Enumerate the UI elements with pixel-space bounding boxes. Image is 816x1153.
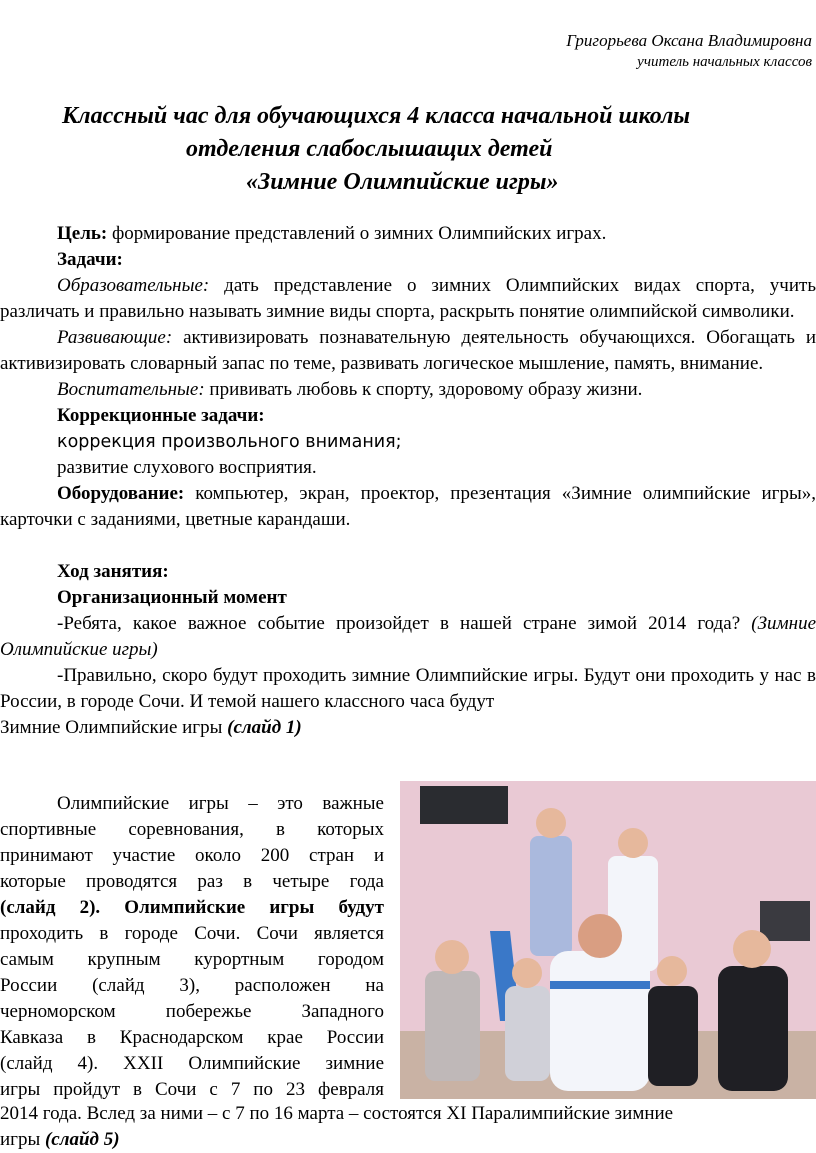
intro-paragraph: [0, 663, 816, 715]
author-block: [566, 30, 812, 72]
slide-1-ref: (слайд 1): [227, 717, 302, 738]
developing-label: Развивающие:: [57, 327, 173, 348]
photo-teacher: [718, 966, 788, 1091]
equipment-label: Оборудование:: [57, 483, 185, 504]
class-photo-image: [400, 781, 816, 1099]
intro-text: -Правильно, скоро будут проходить зимние Олимпийские игры. Будут они проходить у нас в России, в городе Сочи. И темой нашего классного часа будут: [0, 665, 816, 712]
flow-line-3: принимают участие около 200 стран и: [0, 845, 384, 866]
developing-text: активизировать познавательную деятельность обучающихся. Обогащать и активизировать словарный запас по теме, развивать логическое мышление, память, внимание.: [0, 327, 816, 374]
flow-line-1: Олимпийские игры – это важные: [57, 793, 384, 814]
flow-line-8: России (слайд 3), расположен на: [0, 975, 384, 996]
title-line-3: «Зимние Олимпийские игры»: [246, 169, 559, 195]
title-line-1: Классный час для обучающихся 4 класса начальной школы: [62, 103, 691, 129]
question-paragraph: [0, 611, 816, 663]
correction-label: Коррекционные задачи:: [57, 405, 265, 426]
author-role: учитель начальных классов: [637, 54, 812, 70]
upbringing-text: прививать любовь к спорту, здоровому образу жизни.: [204, 379, 643, 400]
flow-line-6: проходить в городе Сочи. Сочи является: [0, 923, 384, 944]
lesson-heading: Ход занятия:: [57, 561, 169, 582]
photo-cabinet: [760, 901, 810, 941]
developing-paragraph: [0, 325, 816, 377]
photo-girl-left: [425, 971, 480, 1081]
answer-text: (Зимние Олимпийские игры): [0, 613, 816, 660]
correction-item-1: коррекция произвольного внимания;: [57, 432, 402, 452]
photo-board: [420, 786, 508, 824]
slide-5-ref: (слайд 5): [44, 1129, 120, 1150]
upbringing-label: Воспитательные:: [57, 379, 205, 400]
olympics-flow-text: [0, 791, 384, 1103]
educational-text: дать представление о зимних Олимпийских видах спорта, учить различать и правильно называть зимние виды спорта, раскрыть понятие олимпийской символики.: [0, 275, 816, 322]
question-text: -Ребята, какое важное событие произойдет в нашей стране зимой 2014 года?: [57, 613, 741, 634]
flow-line-12: игры пройдут в Сочи с 7 по 23 февраля: [0, 1079, 384, 1100]
class-group-photo: [400, 781, 816, 1099]
intro-end-line: Зимние Олимпийские игры (слайд 1): [0, 717, 302, 738]
educational-paragraph: [0, 273, 816, 325]
photo-boy-left: [530, 836, 572, 956]
closing-text: [0, 1101, 816, 1153]
flow-line-11: (слайд 4). XXII Олимпийские зимние: [0, 1053, 384, 1074]
photo-man-suit: [550, 951, 650, 1091]
author-name: Григорьева Оксана Владимировна: [566, 31, 812, 50]
flow-line-4: которые проводятся раз в четыре года: [0, 871, 384, 892]
goal-paragraph: [0, 221, 816, 247]
document-body: [0, 221, 816, 741]
equipment-paragraph: [0, 481, 816, 533]
flow-line-2: спортивные соревнования, в которых: [0, 819, 384, 840]
tasks-label: Задачи:: [57, 249, 123, 270]
goal-label: Цель:: [57, 223, 108, 244]
upbringing-paragraph: [0, 377, 816, 403]
photo-girl-center: [505, 986, 550, 1081]
flow-line-9: черноморском побережье Западного: [0, 1001, 384, 1022]
correction-item-2: развитие слухового восприятия.: [57, 457, 317, 478]
flow-line-5: (слайд 2). Олимпийские игры будут: [0, 897, 384, 918]
photo-boy-seated: [648, 986, 698, 1086]
closing-line-1: 2014 года. Вслед за ними – с 7 по 16 марта – состоятся XI Паралимпийские зимние: [0, 1103, 674, 1124]
flow-line-7: самым крупным курортным городом: [0, 949, 384, 970]
educational-label: Образовательные:: [57, 275, 210, 296]
equipment-text: компьютер, экран, проектор, презентация «Зимние олимпийские игры», карточки с заданиями, цветные карандаши.: [0, 483, 816, 530]
flow-line-10: Кавказа в Краснодарском крае России: [0, 1027, 384, 1048]
closing-line-2: игры (слайд 5): [0, 1129, 120, 1150]
goal-text: формирование представлений о зимних Олимпийских играх.: [107, 223, 607, 244]
org-moment-heading: Организационный момент: [57, 587, 287, 608]
title-line-2: отделения слабослышащих детей: [186, 136, 553, 162]
